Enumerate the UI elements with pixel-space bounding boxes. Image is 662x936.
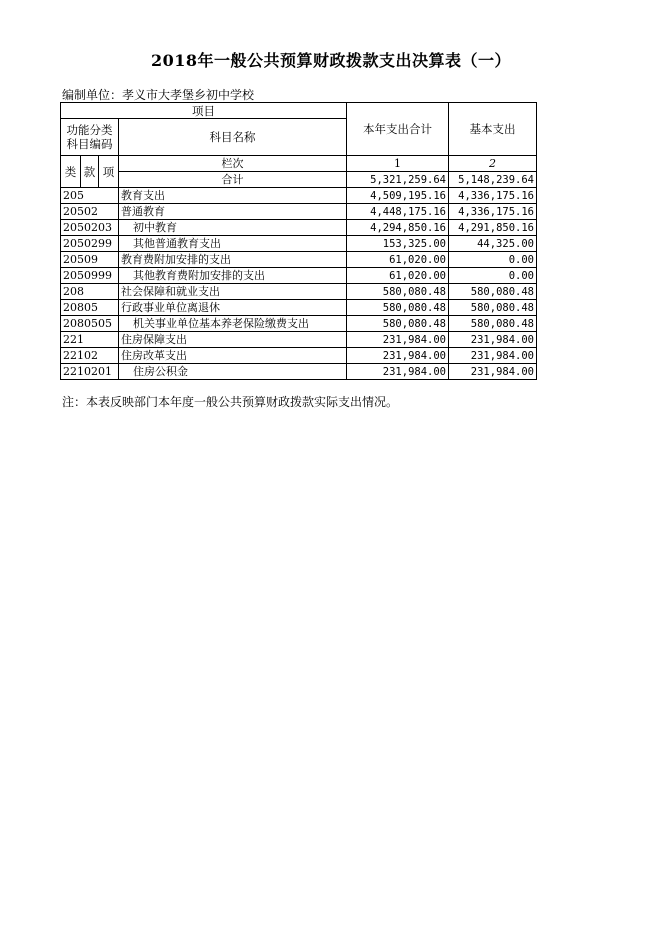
func-code-line2: 科目编码 [66,137,113,151]
row-subject-name: 社会保障和就业支出 [119,284,347,300]
reporting-unit: 编制单位：孝义市大孝堡乡初中学校 [62,88,255,102]
row-total-expense: 231,984.00 [347,364,449,380]
row-code: 2080505 [61,316,119,332]
row-code: 2050299 [61,236,119,252]
row-total-expense: 4,448,175.16 [347,204,449,220]
row-basic-expense: 580,080.48 [449,300,537,316]
row-total-expense: 4,509,195.16 [347,188,449,204]
row-subject-name: 教育费附加安排的支出 [119,252,347,268]
row-total-expense: 580,080.48 [347,300,449,316]
sum-basic: 5,148,239.64 [449,172,537,188]
row-code: 2050203 [61,220,119,236]
row-basic-expense: 0.00 [449,268,537,284]
table-row [61,220,537,236]
row-subject-name: 其他教育费附加安排的支出 [119,268,347,284]
row-code: 20805 [61,300,119,316]
data-rows [61,188,537,380]
row-subject-name: 住房保障支出 [119,332,347,348]
table-row [61,364,537,380]
row-basic-expense: 4,291,850.16 [449,220,537,236]
row-total-expense: 580,080.48 [347,316,449,332]
total-expense-header: 本年支出合计 [347,103,449,156]
header-row-index [61,156,537,172]
row-basic-expense: 44,325.00 [449,236,537,252]
row-subject-name: 住房公积金 [119,364,347,380]
subject-name-header: 科目名称 [119,119,347,156]
row-subject-name: 行政事业单位离退休 [119,300,347,316]
row-subject-name: 教育支出 [119,188,347,204]
sum-total: 5,321,259.64 [347,172,449,188]
row-total-expense: 4,294,850.16 [347,220,449,236]
row-subject-name: 初中教育 [119,220,347,236]
row-code: 205 [61,188,119,204]
row-code: 22102 [61,348,119,364]
row-code: 221 [61,332,119,348]
row-subject-name: 普通教育 [119,204,347,220]
func-code-line1: 功能分类 [66,123,113,137]
row-total-expense: 153,325.00 [347,236,449,252]
xiang-header: 项 [99,156,119,188]
row-code: 20502 [61,204,119,220]
row-total-expense: 61,020.00 [347,268,449,284]
row-code: 208 [61,284,119,300]
row-basic-expense: 580,080.48 [449,284,537,300]
sum-row [61,172,537,188]
table-row [61,236,537,252]
row-code: 2050999 [61,268,119,284]
row-code: 20509 [61,252,119,268]
row-basic-expense: 231,984.00 [449,348,537,364]
table-row [61,284,537,300]
sum-label: 合计 [119,172,347,188]
table-row [61,300,537,316]
row-subject-name: 住房改革支出 [119,348,347,364]
row-basic-expense: 231,984.00 [449,332,537,348]
basic-expense-header: 基本支出 [449,103,537,156]
row-basic-expense: 0.00 [449,252,537,268]
header-row-project [61,103,537,119]
row-basic-expense: 580,080.48 [449,316,537,332]
lei-header: 类 [61,156,81,188]
table-row [61,268,537,284]
expenditure-table [60,102,537,380]
table-row [61,188,537,204]
project-header: 项目 [61,103,347,119]
col1-index: 1 [347,156,449,172]
page-title: 2018年一般公共预算财政拨款支出决算表（一） [150,51,512,70]
table-row [61,252,537,268]
row-total-expense: 231,984.00 [347,332,449,348]
row-subject-name: 其他普通教育支出 [119,236,347,252]
row-total-expense: 61,020.00 [347,252,449,268]
table-row [61,332,537,348]
row-code: 2210201 [61,364,119,380]
row-subject-name: 机关事业单位基本养老保险缴费支出 [119,316,347,332]
table-row [61,348,537,364]
kuan-header: 款 [81,156,99,188]
row-basic-expense: 4,336,175.16 [449,204,537,220]
func-code-header [61,119,119,156]
row-total-expense: 580,080.48 [347,284,449,300]
table-note: 注：本表反映部门本年度一般公共预算财政拨款实际支出情况。 [62,395,399,409]
row-total-expense: 231,984.00 [347,348,449,364]
col2-index: 2 [449,156,537,172]
table-row [61,204,537,220]
table-row [61,316,537,332]
row-basic-expense: 4,336,175.16 [449,188,537,204]
row-basic-expense: 231,984.00 [449,364,537,380]
column-index-label: 栏次 [119,156,347,172]
